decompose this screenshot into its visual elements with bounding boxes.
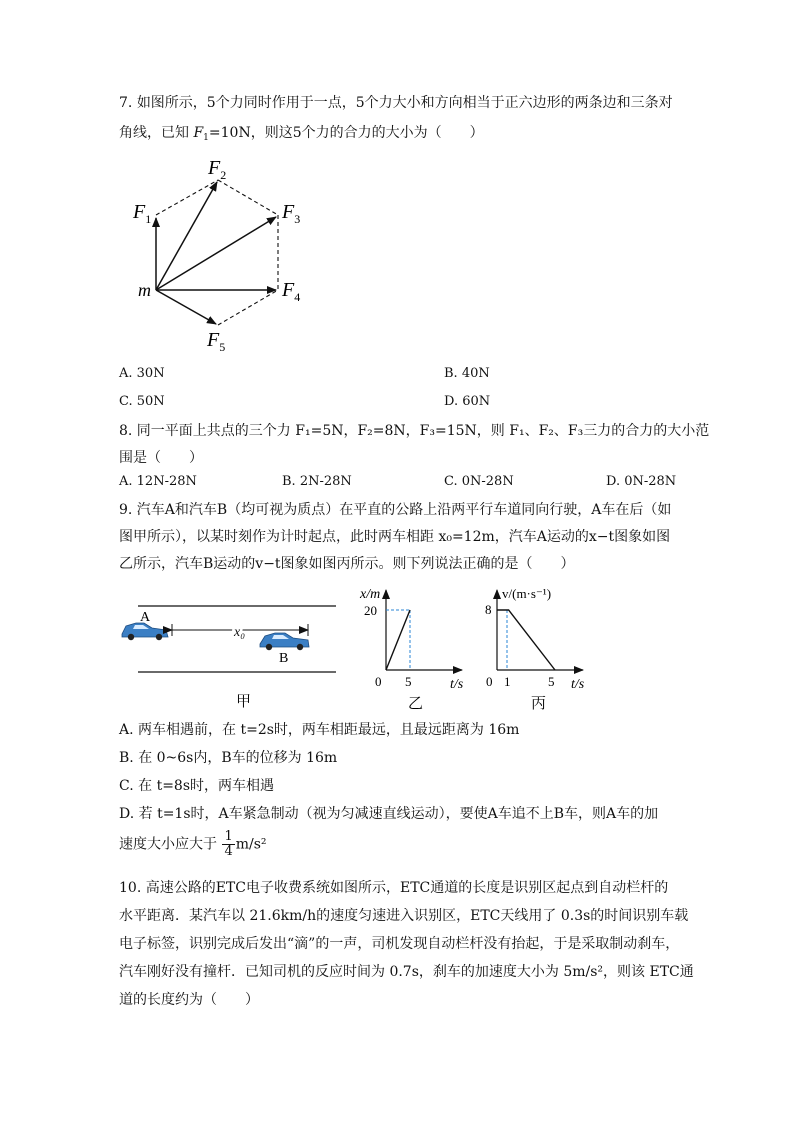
bing-x-tick-2: 5 [548, 674, 555, 689]
q9-option-d-text-2: 速度大小应大于 [119, 836, 217, 853]
q7-stem-text-2a: 角线，已知 [119, 125, 194, 141]
q9-stem-line-3: 乙所示，汽车B运动的v−t图象如图丙所示。则下列说法正确的是（ ） [119, 556, 575, 572]
fraction-one-quarter [222, 830, 234, 859]
q9-option-a[interactable]: A. 两车相遇前，在 t=2s时，两车相距最远，且最远距离为 16m [119, 722, 520, 738]
label-f1: $F_1$ [133, 201, 152, 226]
car-b [260, 633, 309, 650]
q8-option-b[interactable]: B. 2N-28N [282, 474, 352, 489]
q10-stem-line-4: 汽车刚好没有撞杆．已知司机的反应时间为 0.7s，刹车的加速度大小为 5m/s²，则该 ETC通 [119, 964, 694, 980]
q7-option-b[interactable]: B. 40N [444, 366, 490, 381]
q9-stem-line-1: 9. 汽车A和汽车B（均可视为质点）在平直的公路上沿两平行车道同向行驶，A车在后（如 [119, 502, 672, 518]
yi-y-tick: 20 [364, 603, 377, 618]
fraction-numerator: 1 [224, 829, 233, 844]
bing-ylabel: v/(m·s⁻¹) [502, 586, 552, 601]
q8-stem-line-1: 8. 同一平面上共点的三个力 F₁=5N，F₂=8N，F₃=15N，则 F₁、F₂、F₃三力的合力的大小范 [119, 423, 710, 439]
q7-force-diagram [125, 150, 325, 355]
yi-origin: 0 [375, 674, 382, 689]
force-arrow-f5 [156, 290, 216, 324]
force-arrow-f3 [156, 217, 276, 290]
q7-stem-line-2 [119, 122, 484, 143]
car-a [122, 623, 168, 640]
q9-option-c[interactable]: C. 在 t=8s时，两车相遇 [119, 778, 275, 794]
q9-stem-line-2: 图甲所示），以某时刻作为计时起点，此时两车相距 x₀=12m，汽车A运动的x−t图象如图 [119, 529, 671, 545]
q7-f1-sub: 1 [203, 133, 209, 143]
point-m-label: m [138, 280, 151, 300]
yi-xlabel: t/s [450, 677, 464, 692]
car-b-label: B [279, 651, 289, 666]
force-arrow-f2 [156, 182, 217, 290]
yi-x-tick: 5 [405, 674, 412, 689]
car-a-label: A [140, 610, 151, 625]
bing-origin: 0 [486, 674, 493, 689]
q7-stem-text-1: 如图所示，5个力同时作用于一点，5个力大小和方向相当于正六边形的两条边和三条对 [136, 95, 673, 111]
q7-option-a[interactable]: A. 30N [119, 366, 165, 381]
q9-option-b[interactable]: B. 在 0~6s内，B车的位移为 16m [119, 750, 338, 766]
q9-option-d-continued [119, 830, 267, 859]
q7-option-d[interactable]: D. 60N [444, 394, 491, 409]
q10-stem-line-1: 10. 高速公路的ETC电子收费系统如图所示，ETC通道的长度是识别区起点到自动栏杆的 [119, 880, 669, 896]
q9-figure-yi [350, 578, 475, 718]
bing-y-tick: 8 [485, 602, 492, 617]
q8-option-d[interactable]: D. 0N-28N [606, 474, 677, 489]
q8-stem-line-2: 围是（ ） [119, 450, 203, 466]
q10-stem-line-3: 电子标签，识别完成后发出“滴”的一声，司机发现自动栏杆没有抬起，于是采取制动刹车， [119, 936, 680, 952]
q7-stem-text-2b: =10N，则这5个力的合力的大小为（ ） [208, 125, 484, 141]
label-f5: $F_5$ [207, 329, 226, 354]
q10-stem-line-2: 水平距离．某汽车以 21.6km/h的速度匀速进入识别区，ETC天线用了 0.3s的时间识别车载 [119, 908, 689, 924]
bing-xlabel: t/s [571, 677, 585, 692]
q7-stem-line-1 [119, 92, 673, 112]
figure-yi-caption: 乙 [408, 696, 424, 712]
bing-series-line [497, 610, 555, 670]
fraction-denominator: 4 [224, 844, 233, 859]
q10-stem-line-5: 道的长度约为（ ） [119, 992, 259, 1008]
q9-unit: m/s² [235, 836, 267, 853]
q8-option-a[interactable]: A. 12N-28N [119, 474, 197, 489]
bing-x-tick-1: 1 [504, 674, 511, 689]
q7-option-c[interactable]: C. 50N [119, 394, 165, 409]
yi-series-line [386, 610, 410, 670]
label-f4: $F_4$ [282, 279, 301, 304]
q9-option-d[interactable]: D. 若 t=1s时，A车紧急制动（视为匀减速直线运动），要使A车追不上B车，则A车的加 [119, 806, 659, 822]
label-f2: $F_2$ [208, 157, 227, 182]
figure-jia-caption: 甲 [236, 694, 252, 710]
q7-f1-var: F [193, 125, 204, 141]
figure-bing-caption: 丙 [531, 696, 547, 712]
distance-label: x₀ [234, 625, 246, 640]
q9-figure-bing [475, 578, 605, 718]
q7-number: 7. [119, 95, 133, 111]
q9-figure-jia [118, 590, 343, 715]
q8-option-c[interactable]: C. 0N-28N [444, 474, 514, 489]
yi-ylabel: x/m [360, 587, 381, 602]
label-f3: $F_3$ [282, 201, 301, 226]
